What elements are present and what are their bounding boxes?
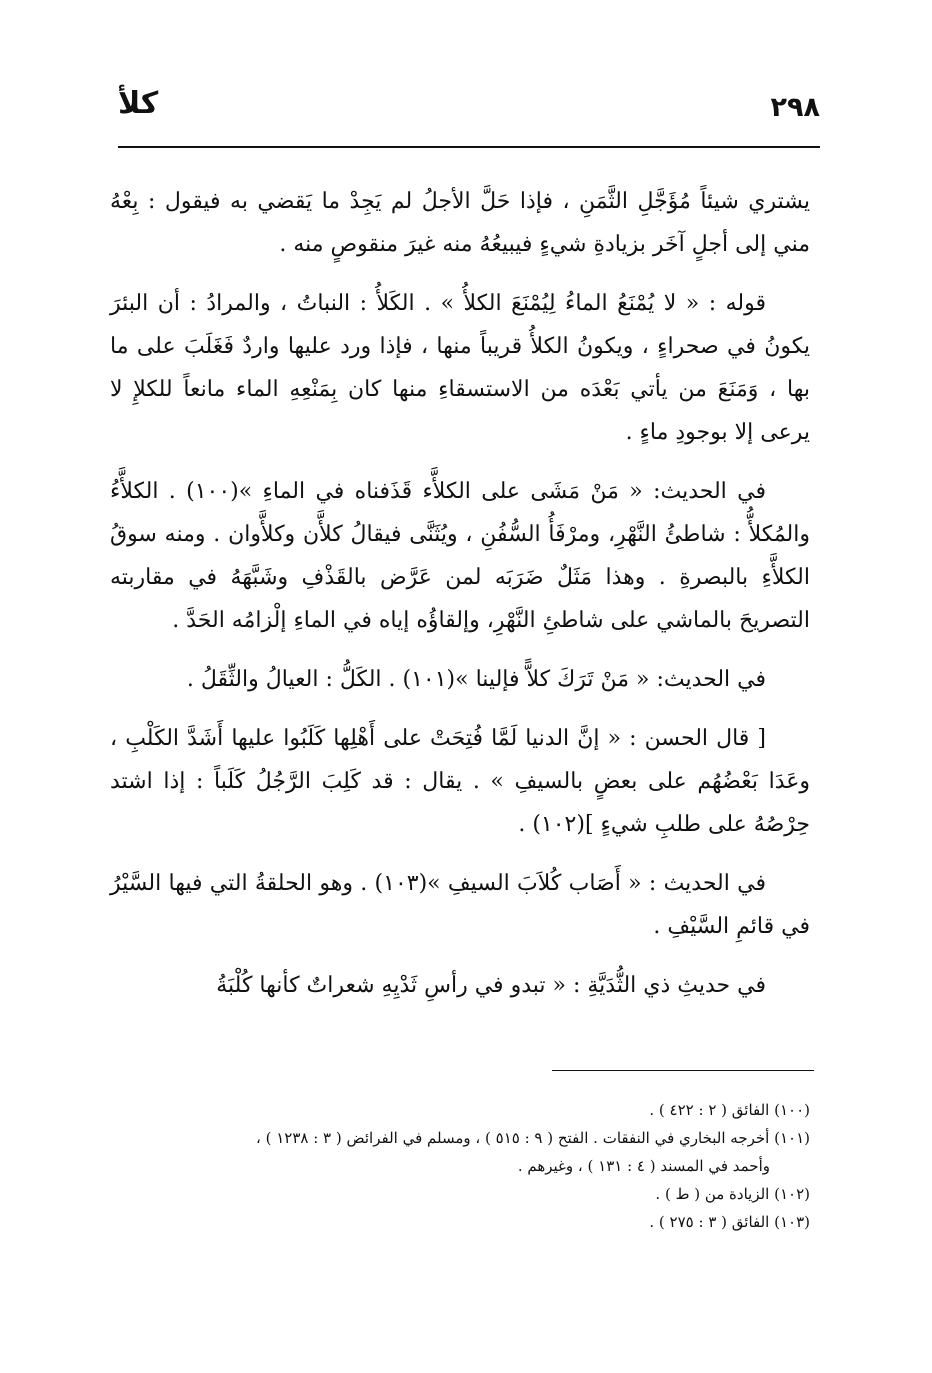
paragraph: في حديثِ ذي الثُّدَيَّةِ : « تبدو في رأسِ ثَدْيِهِ شعراتٌ كأنها كُلْبَةُ (216, 973, 766, 998)
paragraph: قوله : « لا يُمْنَعُ الماءُ لِيُمْنَعَ الكلأُ » . الكَلأُ : النباتُ ، والمرادُ : أن البئرَ يكونُ في صحراءٍ ، ويكونُ الكلأُ قريباً منها ، فإذا ورد عليها واردٌ فَغَلَبَ على ما بها ، وَمَنَعَ من يأتي بَعْدَه من الاستسقاءِ منها كان بِمَنْعِهِ الماء مانعاً للكلإِ لا يرعى إلا بوجودِ ماءٍ . (110, 291, 810, 445)
footnote-continuation: وأحمد في المسند ( ٤ : ١٣١ ) ، وغيرهم . (517, 1157, 770, 1175)
paragraph: في الحديث: « مَنْ تَرَكَ كلاًّ فإلينا »(١٠١) . الكَلُّ : العيالُ والثِّقَلُ . (186, 667, 766, 692)
paragraph: [ قال الحسن : « إنَّ الدنيا لَمَّا فُتِحَتْ على أَهْلِها كَلَبُوا عليها أَشَدَّ الكَلْبِ ، وعَدَا بَعْضُهُم على بعضٍ بالسيفِ » . يقال : قد كَلِبَ الرَّجُلُ كَلَباً : إذا اشتد حِرْصُهُ على طلبِ شيءٍ ](١٠٢) . (110, 726, 810, 837)
footnotes (120, 1096, 810, 1236)
paragraph: في الحديث: « مَنْ مَشَى على الكلأَّء قَذَفناه في الماءِ »(١٠٠) . الكلأَّءُ والمُكلأُّ : شاطئُ النَّهْرِ، ومرْفَأُ السُّفُنِ ، ويُثَنَّى فيقالُ كلأَّن وكلأَّوان . ومنه سوقُ الكلأَّءِ بالبصرةِ . وهذا مَثَلٌ ضَرَبَه لمن عَرَّض بالقَذْفِ وشَبَّهَهُ في مقاربته التصريحَ بالماشي على شاطئِ النَّهْرِ، وإلقاؤُه إياه في الماءِ إلْزامُه الحَدَّ . (110, 479, 810, 633)
running-head: كلأ (118, 86, 159, 121)
header-rule (118, 146, 820, 148)
page-header (118, 84, 820, 134)
footnote: (١٠٠) الفائق ( ٢ : ٤٢٢ ) . (649, 1101, 810, 1119)
paragraph: يشتري شيئاً مُؤَجَّلِ الثَّمَنِ ، فإذا حَلَّ الأجلُ لم يَجِدْ ما يَقضي به فيقول : بِعْهُ مني إلى أجلٍ آخَر بزيادةِ شيءٍ فيبيعُهُ منه غيرَ منقوصٍ منه . (110, 189, 810, 257)
paragraph: في الحديث : « أَصَاب كُلاَبَ السيفِ »(١٠٣) . وهو الحلقةُ التي فيها السَّيْرُ في قائمِ السَّيْفِ . (110, 871, 810, 939)
footnote: (١٠١) أخرجه البخاري في النفقات . الفتح ( ٩ : ٥١٥ ) ، ومسلم في الفرائض ( ٣ : ١٢٣٨ ) ، (255, 1129, 810, 1147)
footnote: (١٠٢) الزيادة من ( ط ) . (655, 1185, 810, 1203)
page-number: ٢٩٨ (770, 92, 820, 123)
footnote-rule (552, 1070, 814, 1071)
main-text (110, 180, 810, 1023)
footnote: (١٠٣) الفائق ( ٣ : ٢٧٥ ) . (649, 1213, 810, 1231)
